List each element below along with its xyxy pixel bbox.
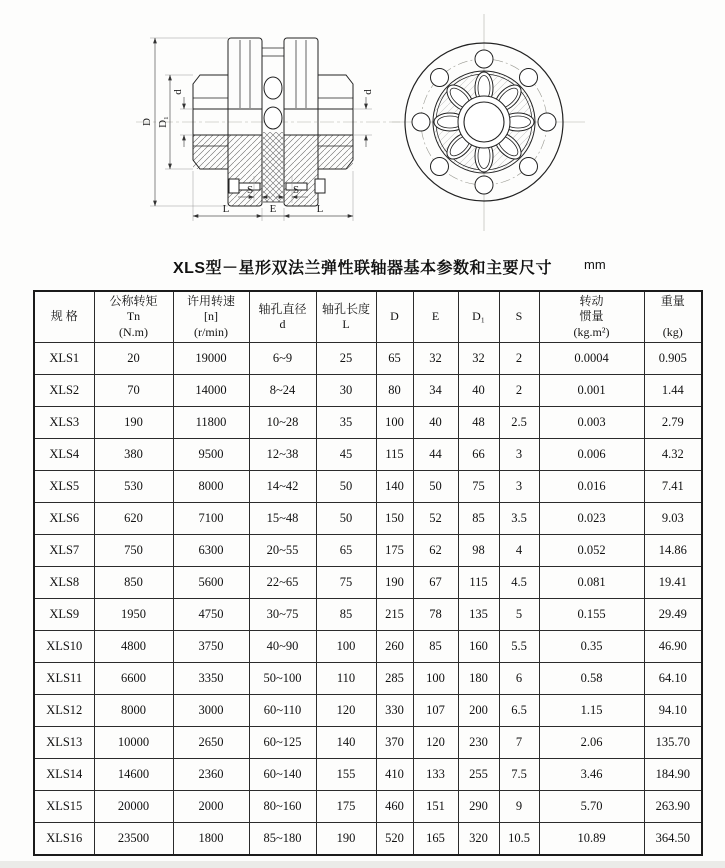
value-cell: 4750 — [173, 599, 249, 631]
value-cell: 330 — [376, 695, 413, 727]
value-cell: 3.46 — [539, 759, 644, 791]
value-cell: 290 — [458, 791, 499, 823]
value-cell: 9 — [499, 791, 539, 823]
value-cell: 64.10 — [644, 663, 702, 695]
table-row — [34, 567, 702, 599]
value-cell: 5600 — [173, 567, 249, 599]
column-header: 规 格 — [34, 291, 94, 343]
value-cell: 150 — [376, 503, 413, 535]
value-cell: 2.5 — [499, 407, 539, 439]
value-cell: 0.003 — [539, 407, 644, 439]
value-cell: 50 — [413, 471, 458, 503]
value-cell: 100 — [316, 631, 376, 663]
column-header: 公称转矩 Tn (N.m) — [94, 291, 173, 343]
value-cell: 6~9 — [249, 343, 316, 375]
table-row — [34, 727, 702, 759]
spec-cell: XLS3 — [34, 407, 94, 439]
value-cell: 25 — [316, 343, 376, 375]
value-cell: 10.89 — [539, 823, 644, 856]
value-cell: 107 — [413, 695, 458, 727]
value-cell: 45 — [316, 439, 376, 471]
value-cell: 135 — [458, 599, 499, 631]
value-cell: 520 — [376, 823, 413, 856]
value-cell: 52 — [413, 503, 458, 535]
value-cell: 94.10 — [644, 695, 702, 727]
value-cell: 60~140 — [249, 759, 316, 791]
spec-cell: XLS13 — [34, 727, 94, 759]
value-cell: 14000 — [173, 375, 249, 407]
table-body — [34, 343, 702, 856]
value-cell: 3.5 — [499, 503, 539, 535]
value-cell: 7100 — [173, 503, 249, 535]
value-cell: 62 — [413, 535, 458, 567]
value-cell: 8~24 — [249, 375, 316, 407]
value-cell: 190 — [376, 567, 413, 599]
value-cell: 9.03 — [644, 503, 702, 535]
spec-cell: XLS10 — [34, 631, 94, 663]
value-cell: 2.79 — [644, 407, 702, 439]
value-cell: 7 — [499, 727, 539, 759]
value-cell: 44 — [413, 439, 458, 471]
value-cell: 151 — [413, 791, 458, 823]
value-cell: 620 — [94, 503, 173, 535]
table-row — [34, 503, 702, 535]
value-cell: 165 — [413, 823, 458, 856]
spec-cell: XLS8 — [34, 567, 94, 599]
value-cell: 1800 — [173, 823, 249, 856]
value-cell: 85~180 — [249, 823, 316, 856]
section-view-drawing — [136, 38, 400, 206]
value-cell: 2 — [499, 343, 539, 375]
value-cell: 19000 — [173, 343, 249, 375]
value-cell: 7.5 — [499, 759, 539, 791]
value-cell: 2.06 — [539, 727, 644, 759]
value-cell: 380 — [94, 439, 173, 471]
column-header: 轴孔直径 d — [249, 291, 316, 343]
value-cell: 60~125 — [249, 727, 316, 759]
value-cell: 40 — [458, 375, 499, 407]
value-cell: 0.006 — [539, 439, 644, 471]
spec-cell: XLS6 — [34, 503, 94, 535]
value-cell: 260 — [376, 631, 413, 663]
value-cell: 3350 — [173, 663, 249, 695]
page-bottom-edge — [0, 861, 725, 868]
spec-cell: XLS9 — [34, 599, 94, 631]
value-cell: 190 — [316, 823, 376, 856]
value-cell: 4800 — [94, 631, 173, 663]
value-cell: 3750 — [173, 631, 249, 663]
column-header: 重量 (kg) — [644, 291, 702, 343]
value-cell: 200 — [458, 695, 499, 727]
value-cell: 100 — [413, 663, 458, 695]
value-cell: 3 — [499, 471, 539, 503]
value-cell: 190 — [94, 407, 173, 439]
value-cell: 65 — [376, 343, 413, 375]
value-cell: 50 — [316, 471, 376, 503]
value-cell: 364.50 — [644, 823, 702, 856]
table-row — [34, 407, 702, 439]
column-header: D — [376, 291, 413, 343]
value-cell: 50~100 — [249, 663, 316, 695]
value-cell: 530 — [94, 471, 173, 503]
value-cell: 140 — [376, 471, 413, 503]
value-cell: 135.70 — [644, 727, 702, 759]
column-header: S — [499, 291, 539, 343]
value-cell: 3000 — [173, 695, 249, 727]
value-cell: 32 — [458, 343, 499, 375]
value-cell: 10000 — [94, 727, 173, 759]
dim-label-D: D — [141, 118, 153, 126]
table-row — [34, 535, 702, 567]
value-cell: 6 — [499, 663, 539, 695]
dim-label-D1: D₁ — [157, 116, 169, 128]
value-cell: 15~48 — [249, 503, 316, 535]
value-cell: 110 — [316, 663, 376, 695]
value-cell: 0.016 — [539, 471, 644, 503]
value-cell: 6300 — [173, 535, 249, 567]
table-row — [34, 599, 702, 631]
value-cell: 215 — [376, 599, 413, 631]
value-cell: 48 — [458, 407, 499, 439]
value-cell: 10~28 — [249, 407, 316, 439]
value-cell: 5 — [499, 599, 539, 631]
table-row — [34, 791, 702, 823]
value-cell: 12~38 — [249, 439, 316, 471]
spec-cell: XLS15 — [34, 791, 94, 823]
value-cell: 34 — [413, 375, 458, 407]
value-cell: 3 — [499, 439, 539, 471]
table-row — [34, 759, 702, 791]
coupling-technical-drawing — [0, 0, 725, 252]
value-cell: 85 — [458, 503, 499, 535]
value-cell: 7.41 — [644, 471, 702, 503]
value-cell: 23500 — [94, 823, 173, 856]
table-row — [34, 375, 702, 407]
value-cell: 14.86 — [644, 535, 702, 567]
value-cell: 30 — [316, 375, 376, 407]
value-cell: 115 — [458, 567, 499, 599]
table-header-row — [34, 291, 702, 343]
front-view-drawing — [392, 14, 585, 231]
value-cell: 70 — [94, 375, 173, 407]
column-header: 轴孔长度 L — [316, 291, 376, 343]
value-cell: 11800 — [173, 407, 249, 439]
value-cell: 22~65 — [249, 567, 316, 599]
value-cell: 14600 — [94, 759, 173, 791]
value-cell: 20 — [94, 343, 173, 375]
value-cell: 2650 — [173, 727, 249, 759]
value-cell: 32 — [413, 343, 458, 375]
value-cell: 850 — [94, 567, 173, 599]
value-cell: 255 — [458, 759, 499, 791]
value-cell: 75 — [458, 471, 499, 503]
value-cell: 0.001 — [539, 375, 644, 407]
value-cell: 40 — [413, 407, 458, 439]
value-cell: 46.90 — [644, 631, 702, 663]
value-cell: 80~160 — [249, 791, 316, 823]
value-cell: 60~110 — [249, 695, 316, 727]
value-cell: 4 — [499, 535, 539, 567]
value-cell: 0.905 — [644, 343, 702, 375]
value-cell: 75 — [316, 567, 376, 599]
value-cell: 230 — [458, 727, 499, 759]
dim-label-S-left: S — [246, 184, 254, 196]
value-cell: 0.155 — [539, 599, 644, 631]
value-cell: 10.5 — [499, 823, 539, 856]
value-cell: 180 — [458, 663, 499, 695]
value-cell: 20000 — [94, 791, 173, 823]
dim-label-L-left: L — [222, 203, 230, 215]
dim-label-E: E — [269, 203, 277, 215]
value-cell: 30~75 — [249, 599, 316, 631]
spec-cell: XLS2 — [34, 375, 94, 407]
spec-cell: XLS12 — [34, 695, 94, 727]
value-cell: 160 — [458, 631, 499, 663]
value-cell: 0.023 — [539, 503, 644, 535]
value-cell: 1.15 — [539, 695, 644, 727]
value-cell: 155 — [316, 759, 376, 791]
spec-cell: XLS7 — [34, 535, 94, 567]
value-cell: 2360 — [173, 759, 249, 791]
value-cell: 8000 — [94, 695, 173, 727]
value-cell: 14~42 — [249, 471, 316, 503]
value-cell: 85 — [413, 631, 458, 663]
value-cell: 0.0004 — [539, 343, 644, 375]
value-cell: 2000 — [173, 791, 249, 823]
bore-circle — [464, 102, 504, 142]
page-title: XLS型－星形双法兰弹性联轴器基本参数和主要尺寸 — [172, 260, 553, 277]
dim-label-L-right: L — [316, 203, 324, 215]
unit-label: mm — [584, 257, 606, 272]
table-row — [34, 439, 702, 471]
value-cell: 750 — [94, 535, 173, 567]
column-header: 转动 惯量 (kg.m²) — [539, 291, 644, 343]
value-cell: 9500 — [173, 439, 249, 471]
value-cell: 133 — [413, 759, 458, 791]
value-cell: 5.70 — [539, 791, 644, 823]
value-cell: 1950 — [94, 599, 173, 631]
value-cell: 85 — [316, 599, 376, 631]
column-header: 许用转速 [n] (r/min) — [173, 291, 249, 343]
column-header: E — [413, 291, 458, 343]
value-cell: 29.49 — [644, 599, 702, 631]
value-cell: 285 — [376, 663, 413, 695]
value-cell: 4.32 — [644, 439, 702, 471]
spec-cell: XLS11 — [34, 663, 94, 695]
parameters-table — [33, 290, 703, 856]
value-cell: 0.58 — [539, 663, 644, 695]
value-cell: 78 — [413, 599, 458, 631]
value-cell: 0.35 — [539, 631, 644, 663]
table-row — [34, 663, 702, 695]
dim-label-d-left: d — [172, 89, 184, 95]
value-cell: 410 — [376, 759, 413, 791]
value-cell: 65 — [316, 535, 376, 567]
spec-cell: XLS1 — [34, 343, 94, 375]
value-cell: 5.5 — [499, 631, 539, 663]
value-cell: 100 — [376, 407, 413, 439]
spec-cell: XLS4 — [34, 439, 94, 471]
value-cell: 6600 — [94, 663, 173, 695]
table-row — [34, 695, 702, 727]
dim-label-S-right: S — [292, 184, 300, 196]
value-cell: 66 — [458, 439, 499, 471]
value-cell: 50 — [316, 503, 376, 535]
value-cell: 98 — [458, 535, 499, 567]
value-cell: 184.90 — [644, 759, 702, 791]
dim-label-d-right: d — [362, 89, 374, 95]
value-cell: 35 — [316, 407, 376, 439]
spec-cell: XLS14 — [34, 759, 94, 791]
value-cell: 140 — [316, 727, 376, 759]
value-cell: 4.5 — [499, 567, 539, 599]
value-cell: 19.41 — [644, 567, 702, 599]
value-cell: 80 — [376, 375, 413, 407]
value-cell: 0.081 — [539, 567, 644, 599]
column-header: D₁ — [458, 291, 499, 343]
value-cell: 1.44 — [644, 375, 702, 407]
value-cell: 6.5 — [499, 695, 539, 727]
value-cell: 175 — [316, 791, 376, 823]
title-row — [0, 255, 725, 279]
value-cell: 120 — [413, 727, 458, 759]
value-cell: 120 — [316, 695, 376, 727]
value-cell: 115 — [376, 439, 413, 471]
value-cell: 0.052 — [539, 535, 644, 567]
value-cell: 67 — [413, 567, 458, 599]
table-row — [34, 471, 702, 503]
value-cell: 263.90 — [644, 791, 702, 823]
table-row — [34, 343, 702, 375]
value-cell: 40~90 — [249, 631, 316, 663]
value-cell: 320 — [458, 823, 499, 856]
table-row — [34, 823, 702, 856]
value-cell: 370 — [376, 727, 413, 759]
value-cell: 8000 — [173, 471, 249, 503]
value-cell: 175 — [376, 535, 413, 567]
value-cell: 20~55 — [249, 535, 316, 567]
table-row — [34, 631, 702, 663]
spec-cell: XLS5 — [34, 471, 94, 503]
value-cell: 460 — [376, 791, 413, 823]
elastic-element-section — [264, 77, 282, 99]
spec-cell: XLS16 — [34, 823, 94, 856]
value-cell: 2 — [499, 375, 539, 407]
